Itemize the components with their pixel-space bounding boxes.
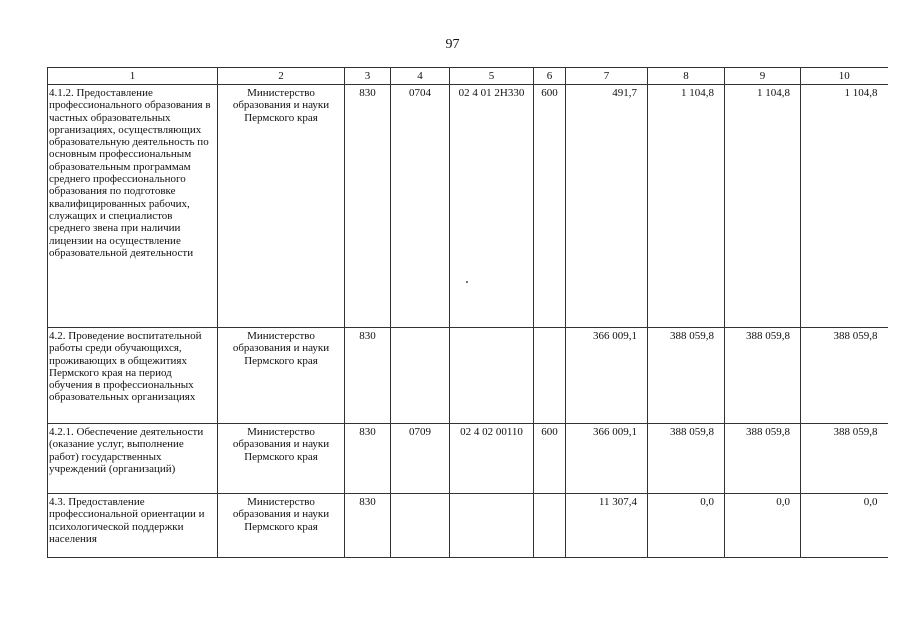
row-vr [534,494,566,558]
row-section: 0704 [391,85,450,328]
row-ministry: Министерство образования и науки Пермского края [218,424,345,494]
row-vr: 600 [534,85,566,328]
row-value-10: 0,0 [801,494,888,558]
row-vr [534,328,566,424]
row-value-9: 388 059,8 [725,424,801,494]
row-grbs: 830 [345,424,391,494]
column-header: 4 [391,68,450,85]
row-vr: 600 [534,424,566,494]
row-target [450,494,534,558]
column-header: 7 [566,68,648,85]
row-section [391,328,450,424]
row-name: 4.2. Проведение воспитательной работы среди обучающихся, проживающих в общежитиях Пермского края на период обучения в профессиональных образовательных организациях [48,328,218,424]
row-grbs: 830 [345,328,391,424]
row-ministry: Министерство образования и науки Пермского края [218,328,345,424]
row-grbs: 830 [345,85,391,328]
row-value-10: 1 104,8 [801,85,888,328]
row-value-8: 388 059,8 [648,424,725,494]
row-value-10: 388 059,8 [801,328,888,424]
table-row [48,85,888,328]
column-header: 10 [801,68,888,85]
scan-speck [466,281,468,283]
budget-table [47,67,888,558]
page-number: 97 [445,37,460,52]
header-row [48,68,888,85]
column-header: 2 [218,68,345,85]
row-value-7: 366 009,1 [566,424,648,494]
table-row [48,328,888,424]
row-value-7: 491,7 [566,85,648,328]
row-value-9: 1 104,8 [725,85,801,328]
column-header: 9 [725,68,801,85]
row-name: 4.3. Предоставление профессиональной ориентации и психологической поддержки населения [48,494,218,558]
column-header: 5 [450,68,534,85]
row-value-8: 0,0 [648,494,725,558]
column-header: 6 [534,68,566,85]
row-ministry: Министерство образования и науки Пермского края [218,85,345,328]
row-value-10: 388 059,8 [801,424,888,494]
column-header: 8 [648,68,725,85]
column-header: 3 [345,68,391,85]
row-value-7: 11 307,4 [566,494,648,558]
row-ministry: Министерство образования и науки Пермского края [218,494,345,558]
row-section [391,494,450,558]
row-target [450,328,534,424]
row-name: 4.1.2. Предоставление профессионального образования в частных образовательных организациях, осуществляющих образовательную деятельность по основным профессиональным образовательным программам среднего профессионального образования по подготовке квалифицированных рабочих, служащих и специалистов среднего звена при наличии лицензии на осуществление образовательной деятельности [48,85,218,328]
row-value-8: 388 059,8 [648,328,725,424]
table-row [48,494,888,558]
row-value-9: 0,0 [725,494,801,558]
row-value-9: 388 059,8 [725,328,801,424]
row-target: 02 4 02 00110 [450,424,534,494]
row-name: 4.2.1. Обеспечение деятельности (оказание услуг, выполнение работ) государственных учреждений (организаций) [48,424,218,494]
row-section: 0709 [391,424,450,494]
table-row [48,424,888,494]
row-value-8: 1 104,8 [648,85,725,328]
row-grbs: 830 [345,494,391,558]
row-target: 02 4 01 2Н330 [450,85,534,328]
row-value-7: 366 009,1 [566,328,648,424]
column-header: 1 [48,68,218,85]
